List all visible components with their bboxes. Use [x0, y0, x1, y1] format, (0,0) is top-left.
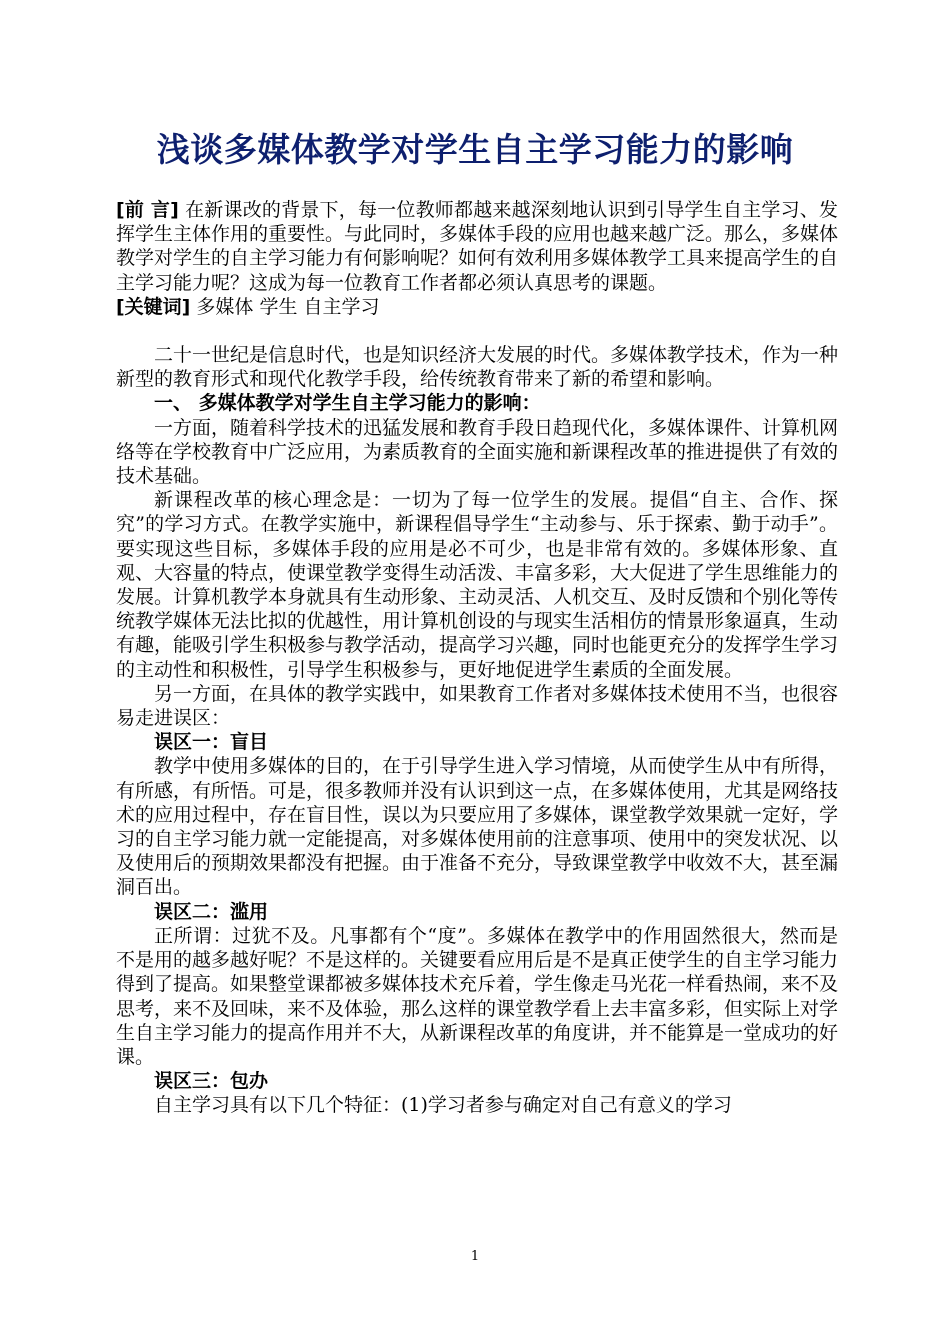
mistake2-heading: 误区二：滥用	[154, 900, 269, 923]
document-body	[116, 198, 838, 1118]
preface-text: 在新课改的背景下，每一位教师都越来越深刻地认识到引导学生自主学习、发挥学生主体作用的重要性。与此同时，多媒体手段的应用也越来越广泛。那么，多媒体教学对学生的自主学习能力有何影响呢？如何有效利用多媒体教学工具来提高学生的自主学习能力呢？这成为每一位教育工作者都必须认真思考的课题。	[116, 199, 839, 294]
section1-heading: 一、 多媒体教学对学生自主学习能力的影响：	[154, 392, 541, 415]
mistake1-heading: 误区一：盲目	[154, 731, 269, 754]
paragraph-3: 另一方面，在具体的教学实践中，如果教育工作者对多媒体技术使用不当，也很容易走进误区：	[116, 682, 839, 730]
mistake3-heading: 误区三：包办	[154, 1070, 269, 1093]
mistake1-paragraph: 教学中使用多媒体的目的，在于引导学生进入学习情境，从而使学生从中有所得，有所感，有所悟。可是，很多教师并没有认识到这一点，在多媒体使用，尤其是网络技术的应用过程中，存在盲目性，误以为只要应用了多媒体，课堂教学效果就一定好，学习的自主学习能力就一定能提高，对多媒体使用前的注意事项、使用中的突发状况、以及使用后的预期效果都没有把握。由于准备不充分，导致课堂教学中收效不大，甚至漏洞百出。	[116, 755, 839, 899]
preface-tag: [前 言]	[116, 199, 179, 221]
spacer	[116, 319, 838, 343]
mistake2-paragraph: 正所谓：过犹不及。凡事都有个“度”。多媒体在教学中的作用固然很大，然而是不是用的越多越好呢？不是这样的。关键要看应用后是不是真正使学生的自主学习能力得到了提高。如果整堂课都被多媒体技术充斥着，学生像走马光花一样看热闹，来不及思考，来不及回味，来不及体验，那么这样的课堂教学看上去丰富多彩，但实际上对学生自主学习能力的提高作用并不大，从新课程改革的角度讲，并不能算是一堂成功的好课。	[116, 924, 839, 1068]
mistake3-paragraph: 自主学习具有以下几个特征：(1)学习者参与确定对自己有意义的学习	[154, 1094, 732, 1117]
paragraph-1: 一方面，随着科学技术的迅猛发展和教育手段日趋现代化，多媒体课件、计算机网络等在学校教育中广泛应用，为素质教育的全面实施和新课程改革的推进提供了有效的技术基础。	[116, 416, 839, 488]
paragraph-2: 新课程改革的核心理念是：一切为了每一位学生的发展。提倡“自主、合作、探究”的学习方式。在教学实施中，新课程倡导学生“主动参与、乐于探索、勤于动手”。要实现这些目标，多媒体手段的应用是必不可少，也是非常有效的。多媒体形象、直观、大容量的特点，使课堂教学变得生动活泼、丰富多彩，大大促进了学生思维能力的发展。计算机教学本身就具有生动形象、主动灵活、人机交互、及时反馈和个别化等传统教学媒体无法比拟的优越性，用计算机创设的与现实生活相仿的情景形象逼真，生动有趣，能吸引学生积极参与教学活动，提高学习兴趣，同时也能更充分的发挥学生学习的主动性和积极性，引导学生积极参与，更好地促进学生素质的全面发展。	[116, 489, 839, 681]
keywords-paragraph	[116, 295, 838, 319]
preface-paragraph	[116, 198, 838, 295]
intro-paragraph: 二十一世纪是信息时代，也是知识经济大发展的时代。多媒体教学技术，作为一种新型的教育形式和现代化教学手段，给传统教育带来了新的希望和影响。	[116, 344, 839, 391]
document-title: 浅谈多媒体教学对学生自主学习能力的影响	[156, 130, 794, 169]
page-number: 1	[470, 1249, 480, 1264]
keywords-text: 多媒体 学生 自主学习	[190, 295, 380, 318]
keywords-tag: [关键词]	[116, 295, 191, 318]
